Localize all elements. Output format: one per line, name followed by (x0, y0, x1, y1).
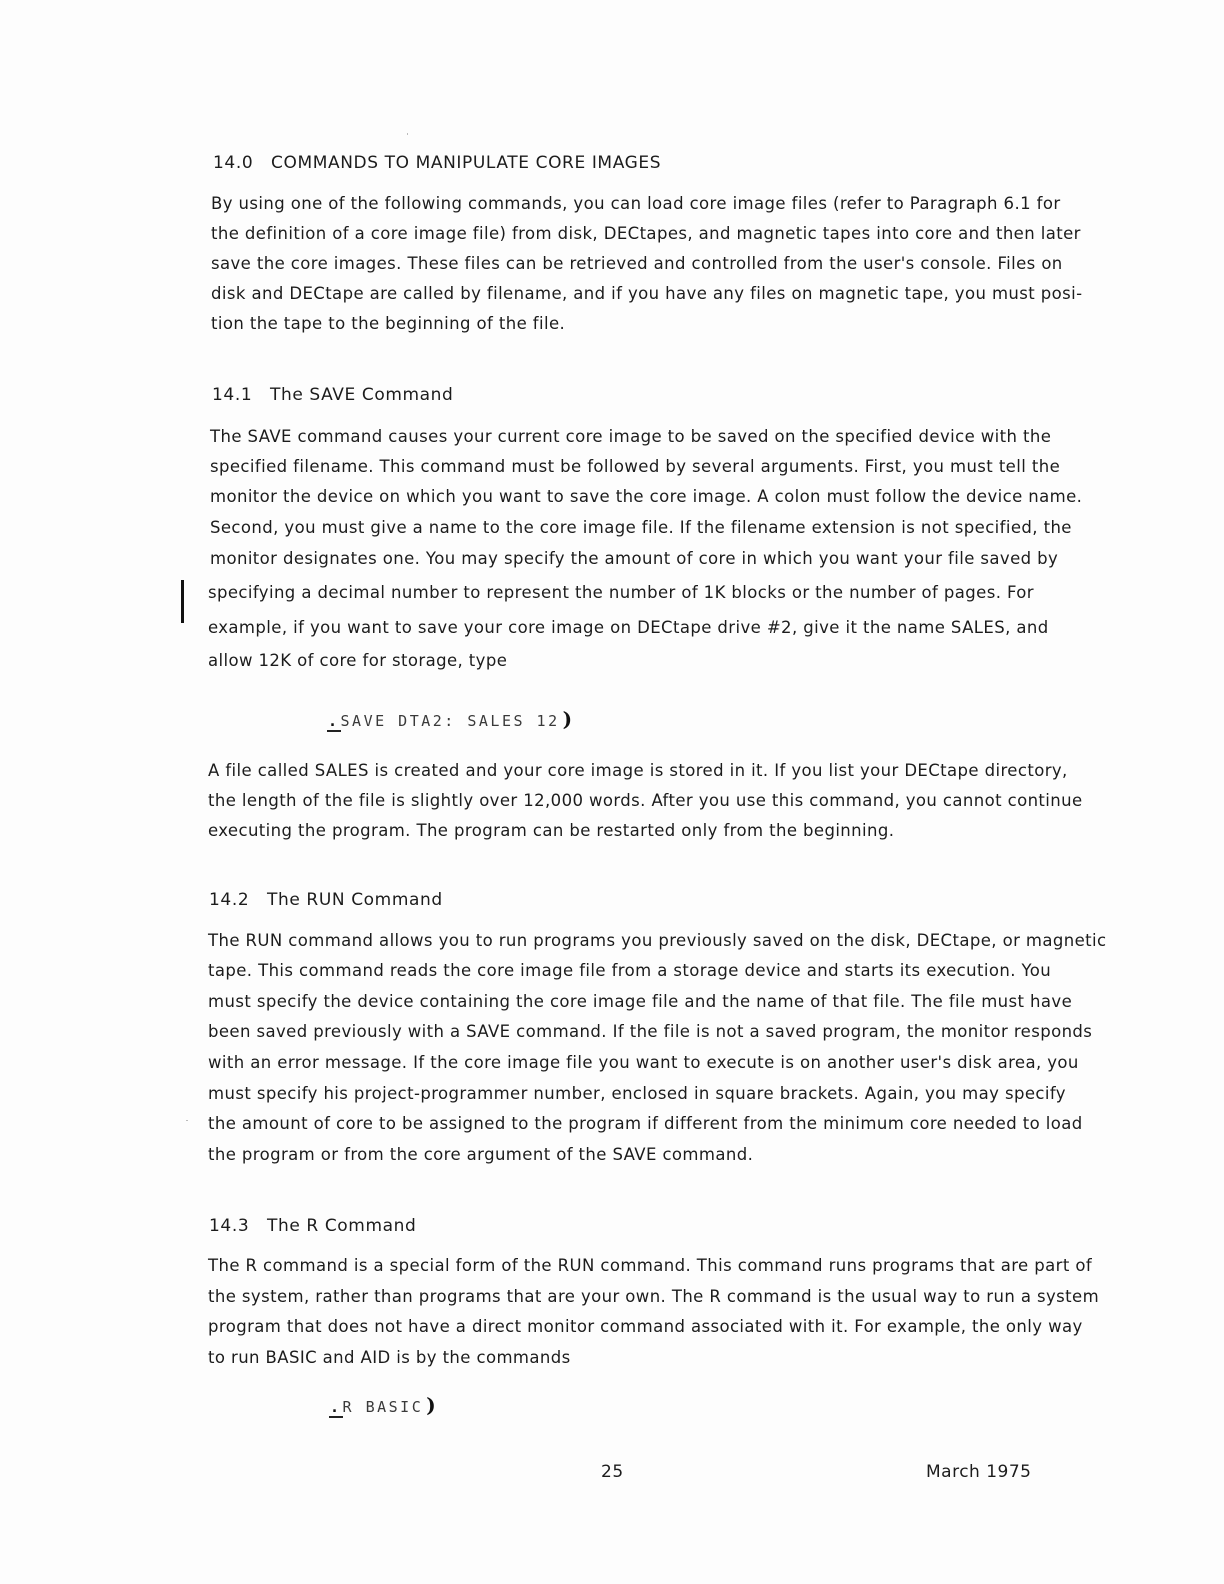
text-line: the amount of core to be assigned to the program if different from the minimum core needed to load (208, 1114, 1083, 1133)
page-number: 25 (601, 1462, 624, 1482)
section-title: COMMANDS TO MANIPULATE CORE IMAGES (271, 153, 662, 173)
text-line: specifying a decimal number to represent the number of 1K blocks or the number of pages. For (208, 583, 1034, 602)
text-line: executing the program. The program can be restarted only from the beginning. (208, 821, 895, 840)
text-line: tape. This command reads the core image file from a storage device and starts its execution. You (208, 961, 1052, 980)
text-line: disk and DECtape are called by filename, and if you have any files on magnetic tape, you must posi- (211, 284, 1083, 303)
text-line: the program or from the core argument of the SAVE command. (208, 1145, 754, 1164)
command-prompt: . (328, 712, 340, 730)
text-line: allow 12K of core for storage, type (208, 651, 508, 670)
change-bar (181, 580, 184, 623)
text-line: to run BASIC and AID is by the commands (208, 1348, 571, 1367)
scan-speck (186, 1120, 188, 1121)
footer-date: March 1975 (926, 1462, 1032, 1482)
command-text: R BASIC (342, 1398, 424, 1416)
section-title: The SAVE Command (270, 385, 454, 405)
text-line: monitor the device on which you want to save the core image. A colon must follow the device name. (210, 487, 1083, 506)
section-heading-14-3 (209, 1216, 416, 1236)
section-number: 14.0 (213, 153, 254, 173)
text-line: specified filename. This command must be followed by several arguments. First, you must tell the (210, 457, 1061, 476)
section-heading-14-0 (213, 153, 661, 173)
text-line: with an error message. If the core image file you want to execute is on another user's disk area, you (208, 1053, 1079, 1072)
text-line: The RUN command allows you to run programs you previously saved on the disk, DECtape, or magnetic (208, 931, 1107, 950)
section-number: 14.3 (209, 1216, 250, 1236)
text-line: the definition of a core image file) from disk, DECtapes, and magnetic tapes into core and then later (211, 224, 1081, 243)
return-key-icon: ) (562, 707, 573, 731)
return-key-icon: ) (426, 1393, 436, 1417)
text-line: the system, rather than programs that are your own. The R command is the usual way to run a system (208, 1287, 1100, 1306)
section-number: 14.2 (209, 890, 250, 910)
section-heading-14-1 (212, 385, 453, 405)
text-line: A file called SALES is created and your core image is stored in it. If you list your DECtape directory, (208, 761, 1068, 780)
text-line: been saved previously with a SAVE command. If the file is not a saved program, the monitor responds (208, 1022, 1093, 1041)
text-line: the length of the file is slightly over 12,000 words. After you use this command, you cannot continue (208, 791, 1083, 810)
text-line: must specify his project-programmer number, enclosed in square brackets. Again, you may specify (208, 1084, 1066, 1103)
text-line: By using one of the following commands, you can load core image files (refer to Paragraph 6.1 for (211, 194, 1061, 213)
text-line: The R command is a special form of the RUN command. This command runs programs that are part of (208, 1256, 1093, 1275)
text-line: save the core images. These files can be retrieved and controlled from the user's console. Files on (211, 254, 1063, 273)
command-example-save (327, 707, 572, 731)
text-line: Second, you must give a name to the core image file. If the filename extension is not specified, the (210, 518, 1072, 537)
text-line: monitor designates one. You may specify the amount of core in which you want your file saved by (210, 549, 1059, 568)
command-example-r-basic (329, 1393, 436, 1417)
text-line: The SAVE command causes your current core image to be saved on the specified device with the (210, 427, 1052, 446)
scan-speck (407, 133, 408, 135)
section-number: 14.1 (212, 385, 253, 405)
text-line: tion the tape to the beginning of the file. (211, 314, 566, 333)
text-line: program that does not have a direct monitor command associated with it. For example, the only way (208, 1317, 1083, 1336)
command-prompt: . (330, 1398, 342, 1416)
command-text: SAVE DTA2: SALES 12 (340, 712, 560, 730)
section-title: The R Command (267, 1216, 417, 1236)
section-title: The RUN Command (267, 890, 443, 910)
text-line: must specify the device containing the core image file and the name of that file. The file must have (208, 992, 1073, 1011)
section-heading-14-2 (209, 890, 443, 910)
text-line: example, if you want to save your core image on DECtape drive #2, give it the name SALES, and (208, 618, 1049, 637)
